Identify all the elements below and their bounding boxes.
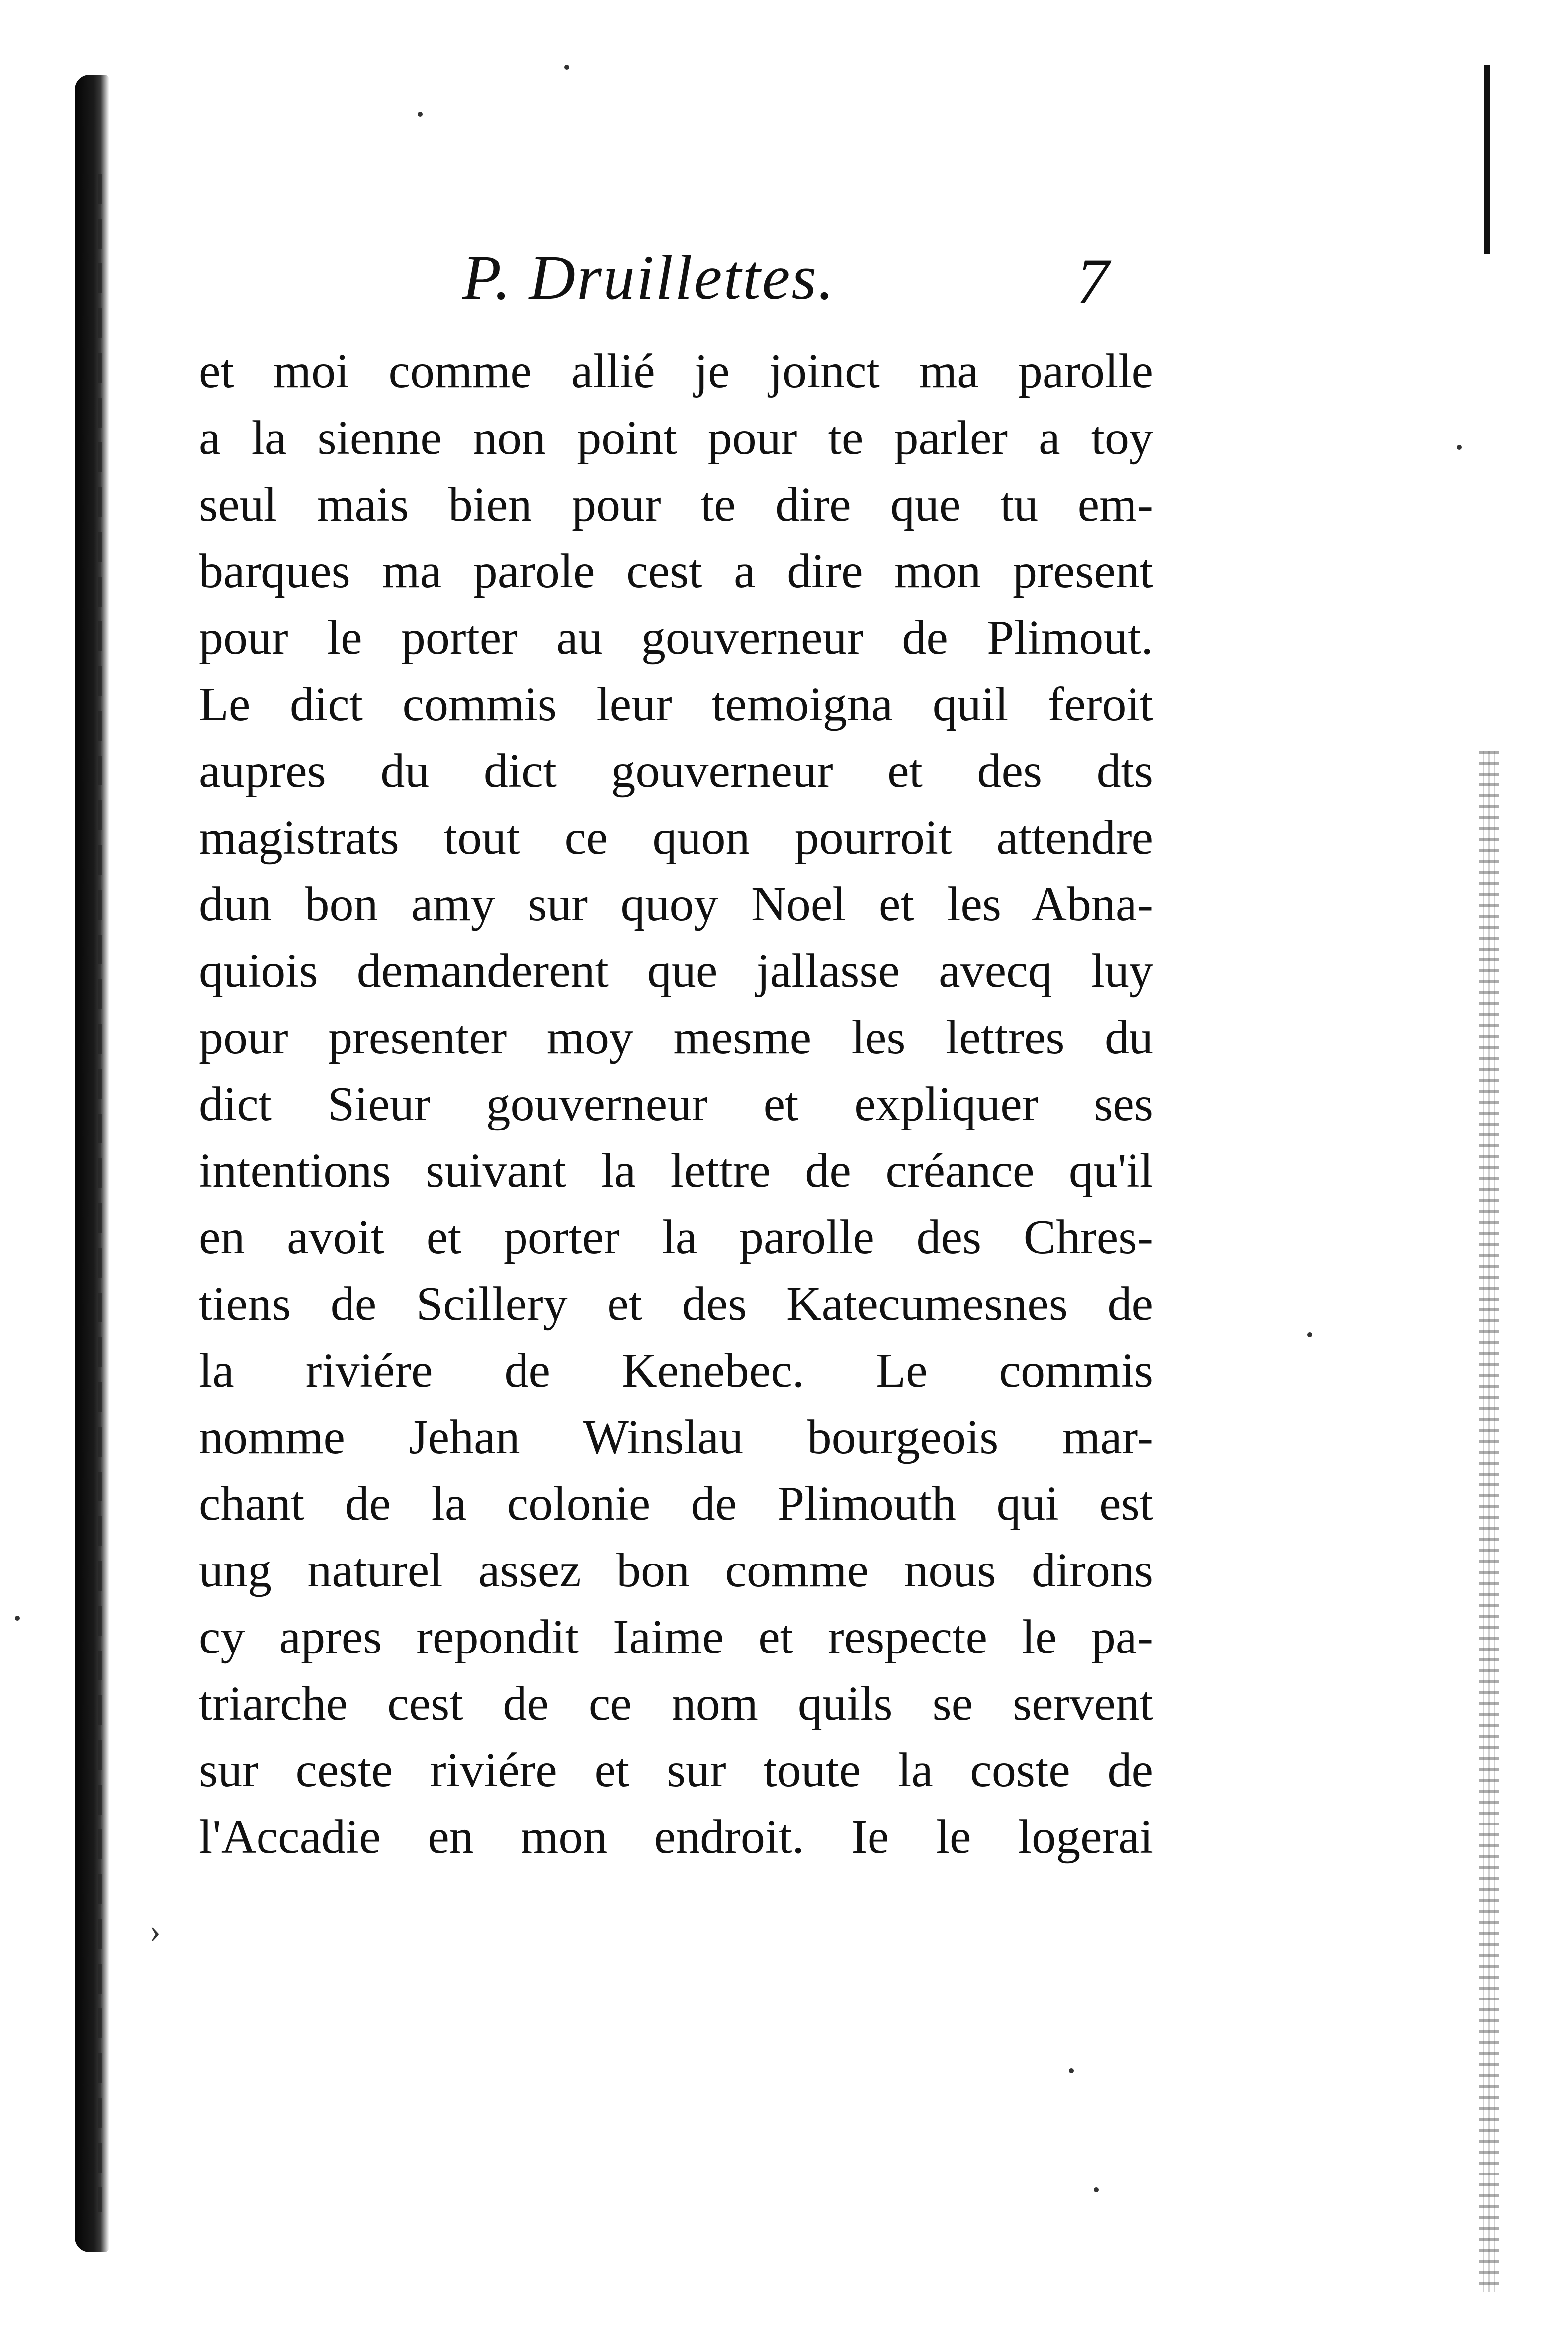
text-line: barques ma parole cest a dire mon present	[199, 544, 1153, 598]
text-line: la riviére de Kenebec. Le commis	[199, 1344, 1153, 1397]
body-text	[199, 338, 1153, 1870]
speck	[1069, 2068, 1074, 2073]
margin-mark: ›	[149, 1912, 161, 1950]
text-line: tiens de Scillery et des Katecumesnes de	[199, 1277, 1153, 1331]
speck	[564, 65, 569, 70]
text-line: dun bon amy sur quoy Noel et les Abna-	[199, 877, 1153, 931]
text-line: pour presenter moy mesme les lettres du	[199, 1011, 1153, 1064]
speck	[1457, 445, 1462, 450]
binding-shadow	[75, 75, 109, 2252]
text-line: Le dict commis leur temoigna quil feroit	[199, 678, 1153, 731]
page-number: 7	[1076, 245, 1109, 318]
text-line: en avoit et porter la parolle des Chres-	[199, 1211, 1153, 1264]
speck	[15, 1616, 20, 1621]
text-line: a la sienne non point pour te parler a toy	[199, 411, 1153, 465]
text-line: intentions suivant la lettre de créance qu'il	[199, 1144, 1153, 1198]
text-line: sur ceste riviére et sur toute la coste de	[199, 1743, 1153, 1797]
text-line: et moi comme allié je joinct ma parolle	[199, 345, 1153, 398]
text-line: chant de la colonie de Plimouth qui est	[199, 1477, 1153, 1531]
text-line: nomme Jehan Winslau bourgeois mar-	[199, 1410, 1153, 1464]
speck	[1094, 2187, 1099, 2192]
text-line: l'Accadie en mon endroit. Ie le logerai	[199, 1810, 1153, 1864]
text-line: seul mais bien pour te dire que tu em-	[199, 478, 1153, 531]
edge-bar	[1484, 65, 1490, 254]
text-line: cy apres repondit Iaime et respecte le pa-	[199, 1610, 1153, 1664]
text-line: aupres du dict gouverneur et des dts	[199, 744, 1153, 798]
text-line: pour le porter au gouverneur de Plimout.	[199, 611, 1153, 665]
text-line: ung naturel assez bon comme nous dirons	[199, 1544, 1153, 1597]
speck	[1307, 1332, 1312, 1337]
text-line: triarche cest de ce nom quils se servent	[199, 1677, 1153, 1731]
page-header	[0, 241, 1568, 326]
running-title: P. Druillettes.	[462, 242, 836, 313]
text-line: quiois demanderent que jallasse avecq luy	[199, 944, 1153, 998]
page-edge	[1474, 65, 1504, 2302]
edge-specks	[1479, 751, 1499, 2292]
speck	[418, 112, 423, 117]
text-line: dict Sieur gouverneur et expliquer ses	[199, 1077, 1153, 1131]
text-line: magistrats tout ce quon pourroit attendre	[199, 811, 1153, 865]
